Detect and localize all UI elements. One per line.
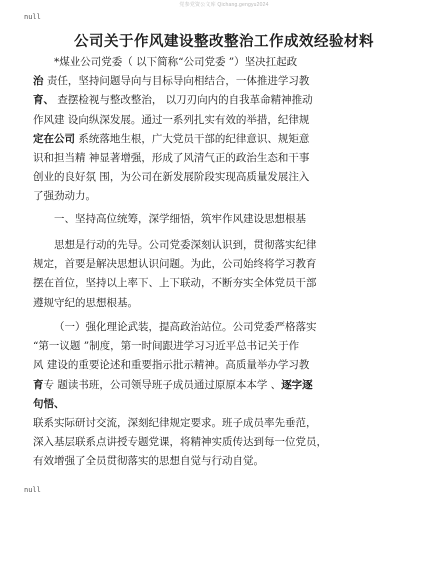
bold-phrase: 定在公司 bbox=[33, 132, 75, 145]
text-line: 联系实际研讨交流，深刻纪律规定要求。班子成员率先垂范， bbox=[33, 416, 317, 429]
intro-paragraph bbox=[33, 53, 417, 207]
text-line bbox=[33, 130, 417, 149]
text-line: 思想是行动的先导。公司党委深刻认识到，贯彻落实纪律 bbox=[54, 239, 317, 251]
paragraph-3 bbox=[33, 318, 417, 472]
text-line: 规定，首要是解决思想认识问题。为此，公司始终将学习教育 bbox=[33, 258, 317, 271]
text-line bbox=[33, 376, 417, 395]
text-span: 系统落地生根，广大党员干部的纪律意识、规矩意 bbox=[75, 132, 310, 145]
bold-phrase: 治 bbox=[33, 75, 44, 88]
text-line: （一）强化理论武装，提高政治站位。公司党委严格落实 bbox=[54, 321, 317, 333]
text-line: 了强劲动力。 bbox=[33, 190, 96, 203]
footer-null-text: null bbox=[24, 486, 41, 494]
bold-phrase: 育、 bbox=[33, 94, 54, 107]
document-title: 公司关于作风建设整改整治工作成效经验材料 bbox=[74, 34, 374, 50]
text-line: *煤业公司党委（ 以下简称“公司党委 ”）坚决扛起政 bbox=[54, 56, 298, 68]
text-line: 有效增强了全员贯彻落实的思想自觉与行动自觉。 bbox=[33, 455, 264, 468]
header-watermark: 党参党资公文库 Qichang.gengyu2024 bbox=[179, 2, 269, 8]
text-line: 作风建 设向纵深发展。通过一系列扎实有效的举措，纪律规 bbox=[33, 113, 310, 126]
bold-phrase: 逐字逐 bbox=[281, 378, 313, 391]
text-line: 深入基层联系点讲授专题党课，将精神实质传达到每一位党员， bbox=[33, 436, 327, 449]
bold-phrase: 句悟、 bbox=[33, 397, 65, 410]
text-line: 摆在首位，坚持以上率下、上下联动，不断夯实全体党员干部 bbox=[33, 277, 317, 290]
text-line: 识和担当精 神显著增强，形成了风清气正的政治生态和干事 bbox=[33, 151, 310, 164]
text-line: 遵规守纪的思想根基。 bbox=[33, 296, 138, 309]
paragraph-2 bbox=[33, 236, 417, 313]
text-line: “第一议题 ”制度，第一时间跟进学习习近平总书记关于作 bbox=[33, 340, 300, 353]
text-line: 风 建设的重要论述和重要指示批示精神。高质量举办学习教 bbox=[33, 359, 310, 372]
text-span: 专 题读书班，公司领导班子成员通过原原本本学 、 bbox=[43, 378, 282, 391]
heading-text: 一、坚持高位统筹，深学细悟，筑牢作风建设思想根基 bbox=[54, 213, 306, 225]
section-heading-1 bbox=[33, 210, 417, 229]
text-line bbox=[33, 91, 417, 110]
text-line bbox=[33, 395, 417, 414]
bold-phrase: 育 bbox=[33, 378, 44, 391]
text-span: 责任，坚持问题导向与目标导向相结合，一体推进学习教 bbox=[43, 75, 310, 88]
text-line bbox=[33, 72, 417, 91]
header-null-text: null bbox=[24, 13, 41, 21]
text-line: 创业的良好氛 围，为公司在新发展阶段实现高质量发展注入 bbox=[33, 171, 310, 184]
text-span: 查摆检视与整改整治， 以刀刃向内的自我革命精神推动 bbox=[54, 94, 313, 107]
